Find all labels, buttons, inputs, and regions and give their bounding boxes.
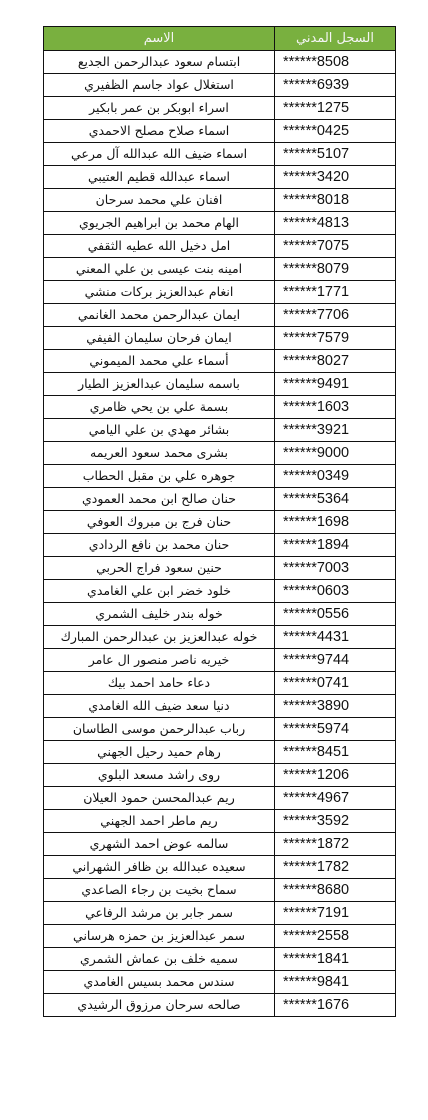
civil-id-cell: ******1676	[275, 994, 396, 1017]
civil-id-cell: ******9000	[275, 442, 396, 465]
civil-id-cell: ******1771	[275, 281, 396, 304]
civil-id-cell: ******4967	[275, 787, 396, 810]
table-row	[44, 787, 396, 810]
person-name-cell: سماح بخيت بن رجاء الصاعدي	[44, 879, 275, 902]
civil-id-cell: ******1698	[275, 511, 396, 534]
person-name-cell: بشرى محمد سعود العريمه	[44, 442, 275, 465]
civil-id-cell: ******1782	[275, 856, 396, 879]
person-name-cell: بشائر مهدي بن علي اليامي	[44, 419, 275, 442]
table-row	[44, 511, 396, 534]
table-row	[44, 695, 396, 718]
person-name-cell: امل دخيل الله عطيه الثقفي	[44, 235, 275, 258]
civil-id-cell: ******9841	[275, 971, 396, 994]
table-row	[44, 833, 396, 856]
person-name-cell: سالمه عوض احمد الشهري	[44, 833, 275, 856]
table-row	[44, 948, 396, 971]
person-name-cell: الهام محمد بن ابراهيم الجريوي	[44, 212, 275, 235]
person-name-cell: ايمان فرحان سليمان الفيفي	[44, 327, 275, 350]
table-row	[44, 419, 396, 442]
table-row	[44, 856, 396, 879]
civil-id-cell: ******9491	[275, 373, 396, 396]
table-row	[44, 74, 396, 97]
person-name-cell: سعيده عبدالله بن ظافر الشهراني	[44, 856, 275, 879]
table-row	[44, 764, 396, 787]
civil-id-cell: ******5364	[275, 488, 396, 511]
name-column-header: الاسم	[44, 27, 275, 51]
person-name-cell: رهام حميد رحيل الجهني	[44, 741, 275, 764]
person-name-cell: دعاء حامد احمد بيك	[44, 672, 275, 695]
person-name-cell: انغام عبدالعزيز بركات منشي	[44, 281, 275, 304]
person-name-cell: سميه خلف بن عماش الشمري	[44, 948, 275, 971]
table-row	[44, 212, 396, 235]
person-name-cell: رباب عبدالرحمن موسى الطاسان	[44, 718, 275, 741]
table-row	[44, 258, 396, 281]
civil-id-cell: ******7075	[275, 235, 396, 258]
person-name-cell: بسمة علي بن يحي ظامري	[44, 396, 275, 419]
person-name-cell: دنيا سعد ضيف الله الغامدي	[44, 695, 275, 718]
civil-id-cell: ******0603	[275, 580, 396, 603]
table-row	[44, 51, 396, 74]
civil-id-cell: ******8451	[275, 741, 396, 764]
person-name-cell: امينه بنت عيسى بن علي المعني	[44, 258, 275, 281]
person-name-cell: اسماء صلاح مصلح الاحمدي	[44, 120, 275, 143]
table-row	[44, 143, 396, 166]
civil-id-cell: ******0425	[275, 120, 396, 143]
table-header	[44, 27, 396, 51]
civil-id-cell: ******7579	[275, 327, 396, 350]
civil-id-cell: ******1894	[275, 534, 396, 557]
civil-id-cell: ******0741	[275, 672, 396, 695]
civil-id-cell: ******0349	[275, 465, 396, 488]
table-row	[44, 442, 396, 465]
person-name-cell: ريم ماطر احمد الجهني	[44, 810, 275, 833]
person-name-cell: سمر جابر بن مرشد الرفاعي	[44, 902, 275, 925]
person-name-cell: باسمه سليمان عبدالعزيز الطيار	[44, 373, 275, 396]
person-name-cell: افنان علي محمد سرحان	[44, 189, 275, 212]
civil-id-cell: ******1872	[275, 833, 396, 856]
table-row	[44, 327, 396, 350]
person-name-cell: روى راشد مسعد البلوي	[44, 764, 275, 787]
person-name-cell: سندس محمد بسيس الغامدي	[44, 971, 275, 994]
civil-id-cell: ******4813	[275, 212, 396, 235]
names-table	[43, 26, 396, 1017]
person-name-cell: اسماء ضيف الله عبدالله آل مرعي	[44, 143, 275, 166]
person-name-cell: اسماء عبدالله قطيم العتيبي	[44, 166, 275, 189]
table-row	[44, 120, 396, 143]
person-name-cell: ريم عبدالمحسن حمود العيلان	[44, 787, 275, 810]
civil-id-cell: ******1841	[275, 948, 396, 971]
civil-id-cell: ******7003	[275, 557, 396, 580]
table-row	[44, 971, 396, 994]
civil-id-cell: ******1275	[275, 97, 396, 120]
person-name-cell: حنان محمد بن نافع الردادي	[44, 534, 275, 557]
civil-id-cell: ******7191	[275, 902, 396, 925]
person-name-cell: خوله بندر خليف الشمري	[44, 603, 275, 626]
person-name-cell: حنان صالح ابن محمد العمودي	[44, 488, 275, 511]
civil-id-cell: ******3420	[275, 166, 396, 189]
person-name-cell: ايمان عبدالرحمن محمد الغانمي	[44, 304, 275, 327]
table-row	[44, 166, 396, 189]
civil-id-cell: ******2558	[275, 925, 396, 948]
table-row	[44, 235, 396, 258]
table-row	[44, 396, 396, 419]
table-row	[44, 649, 396, 672]
table-row	[44, 626, 396, 649]
civil-id-cell: ******9744	[275, 649, 396, 672]
person-name-cell: حنان فرج بن مبروك العوفي	[44, 511, 275, 534]
table-body	[44, 51, 396, 1017]
table-row	[44, 603, 396, 626]
person-name-cell: أسماء علي محمد الميموني	[44, 350, 275, 373]
civil-id-cell: ******0556	[275, 603, 396, 626]
person-name-cell: جوهره علي بن مقبل الحطاب	[44, 465, 275, 488]
table-row	[44, 189, 396, 212]
person-name-cell: اسراء ابوبكر بن عمر بابكير	[44, 97, 275, 120]
table-row	[44, 97, 396, 120]
person-name-cell: حنين سعود فراج الحربي	[44, 557, 275, 580]
civil-id-cell: ******4431	[275, 626, 396, 649]
person-name-cell: صالحه سرحان مرزوق الرشيدي	[44, 994, 275, 1017]
table-row	[44, 465, 396, 488]
person-name-cell: خوله عبدالعزيز بن عبدالرحمن المبارك	[44, 626, 275, 649]
civil-id-cell: ******3921	[275, 419, 396, 442]
table-row	[44, 994, 396, 1017]
table-row	[44, 925, 396, 948]
table-row	[44, 718, 396, 741]
civil-id-cell: ******5107	[275, 143, 396, 166]
person-name-cell: ابتسام سعود عبدالرحمن الجديع	[44, 51, 275, 74]
table-row	[44, 810, 396, 833]
table-row	[44, 304, 396, 327]
table-row	[44, 902, 396, 925]
table-row	[44, 580, 396, 603]
civil-id-cell: ******1206	[275, 764, 396, 787]
person-name-cell: خيريه ناصر منصور ال عامر	[44, 649, 275, 672]
civil-id-cell: ******5974	[275, 718, 396, 741]
civil-id-cell: ******8680	[275, 879, 396, 902]
person-name-cell: سمر عبدالعزيز بن حمزه هرساني	[44, 925, 275, 948]
civil-id-cell: ******8027	[275, 350, 396, 373]
table-row	[44, 672, 396, 695]
header-row	[44, 27, 396, 51]
civil-id-cell: ******3890	[275, 695, 396, 718]
table-row	[44, 373, 396, 396]
table-row	[44, 879, 396, 902]
civil-id-cell: ******8018	[275, 189, 396, 212]
civil-id-cell: ******3592	[275, 810, 396, 833]
person-name-cell: خلود خضر ابن علي الغامدي	[44, 580, 275, 603]
civil-id-cell: ******8079	[275, 258, 396, 281]
table-row	[44, 557, 396, 580]
table-row	[44, 281, 396, 304]
civil-id-cell: ******1603	[275, 396, 396, 419]
table-row	[44, 534, 396, 557]
person-name-cell: استغلال عواد جاسم الظفيري	[44, 74, 275, 97]
table-row	[44, 488, 396, 511]
table-row	[44, 350, 396, 373]
table-row	[44, 741, 396, 764]
civil-id-cell: ******6939	[275, 74, 396, 97]
civil-id-cell: ******8508	[275, 51, 396, 74]
id-column-header: السجل المدني	[275, 27, 396, 51]
civil-id-cell: ******7706	[275, 304, 396, 327]
